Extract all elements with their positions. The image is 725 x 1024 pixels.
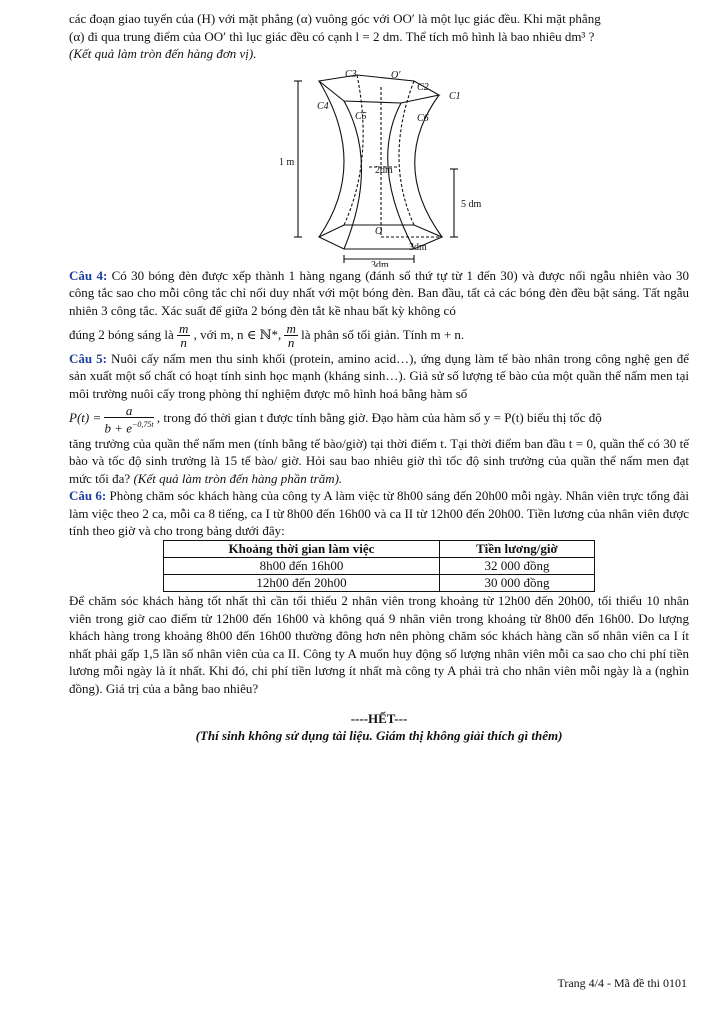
- intro-line-2: (α) đi qua trung điểm của OO′ thì lục giác đều có cạnh l = 2 dm. Thể tích mô hình là bao nhiêu dm³ ?: [69, 28, 595, 44]
- question-6-text-2: Để chăm sóc khách hàng tốt nhất thì cần tối thiểu 2 nhân viên trong khoảng từ 12h00 đến 20h00, tối thiểu 10 nhân viên trong giờ cao điểm từ 12h00 đến 16h00 và không quá 9 nhân viên trong khoảng từ 8h00 đến 16h00. Do lượng khách hàng trong khoảng 8h00 đến 16h00 thường đông hơn nên phòng chăm sóc khách hàng cần số nhân viên ca I ít nhất phải gấp 1,5 lần số nhân viên của ca II. Công ty A muốn huy động số lượng nhân viên mỗi ca sao cho chi phí tiền lương mỗi ngày là ít nhất. Khi đó, chi phí tiền lương ít nhất mà công ty A phải trả cho nhân viên mỗi ngày là a (nghìn đồng). Giá trị của a bằng bao nhiêu?: [69, 593, 689, 697]
- label-c2: C2: [417, 81, 429, 93]
- page-footer: Trang 4/4 - Mã đề thi 0101: [557, 976, 687, 990]
- question-4-text-1: Có 30 bóng đèn được xếp thành 1 hàng ngang (đánh số thứ tự từ 1 đến 30) và được nối ngẫu nhiên vào 30 công tắc sao cho mỗi công tắc chỉ nối duy nhất với một bóng đèn. Ban đầu, tất cả các bóng đèn đều bật sáng. Tất ngẫu nhiên 3 công tắc. Xác suất để giữa 2 bóng đèn tắt kề nhau bất kỳ không có: [69, 267, 689, 318]
- question-6: [69, 487, 689, 540]
- fraction-m-n: $\frac{m}{n}$: [178, 321, 189, 351]
- end-marker: ----HẾT---: [350, 710, 408, 726]
- question-4-text-2: đúng 2 bóng sáng là: [69, 326, 174, 342]
- table-cell: 12h00 đến 20h00: [164, 575, 440, 592]
- question-5-text-2: , trong đó thời gian t được tính bằng giờ. Đạo hàm của hàm số y = P(t) biểu thị tốc độ: [156, 410, 602, 426]
- question-5: [69, 350, 689, 403]
- label-half: 5 dm: [461, 198, 482, 210]
- label-height: 1 m: [279, 156, 295, 168]
- table-cell: 30 000 đồng: [439, 575, 594, 592]
- label-o-top: O′: [391, 69, 401, 81]
- question-5-note: (Kết quả làm tròn đến hàng phần trăm).: [133, 470, 343, 486]
- salary-table: [163, 540, 595, 592]
- question-5-label: Câu 5:: [69, 350, 107, 366]
- question-4: [69, 267, 689, 320]
- label-bottom-right: 3dm: [409, 241, 427, 253]
- label-c4: C4: [317, 100, 329, 112]
- fraction-m-n-2: $\frac{m}{n}$: [286, 321, 296, 351]
- label-mid: 2dm: [375, 164, 393, 176]
- question-5-line-3: [69, 435, 689, 488]
- label-bottom: 3dm: [371, 259, 389, 267]
- table-row: [164, 558, 595, 575]
- intro-note: (Kết quả làm tròn đến hàng đơn vị).: [69, 46, 257, 62]
- table-header-time: Khoảng thời gian làm việc: [164, 541, 440, 558]
- question-4-text-4: là phân số tối giản. Tính m + n.: [301, 326, 465, 342]
- question-6-label: Câu 6:: [69, 488, 107, 504]
- question-5-formula-line: [69, 402, 689, 434]
- formula-left: P(t) =: [69, 410, 102, 426]
- question-4-label: Câu 4:: [69, 267, 108, 283]
- question-5-text-3: tăng trưởng của quần thể nấm men (tính bằng tế bào/giờ) tại thời điểm t. Tại thời điểm ban đầu t = 0, quần thể có 30 tế bào và tốc độ sinh trưởng là 15 tế bào/ giờ. Hỏi sau bao nhiêu giờ thì tốc độ sinh trưởng của quần thể nấm men đạt mức tối đa?: [69, 435, 689, 486]
- question-6-text-1: Phòng chăm sóc khách hàng của công ty A làm việc từ 8h00 sáng đến 20h00 mỗi ngày. Nhân viên trực tổng đài làm việc theo 2 ca, mỗi ca 8 tiếng, ca I từ 8h00 đến 16h00 và ca II từ 12h00 đến 20h00. Tiền lương của nhân viên được tính theo giờ và cho trong bảng dưới đây:: [69, 488, 690, 539]
- formula-fraction: $\frac{a}{b + e^{-0,75t}}$: [104, 403, 154, 436]
- intro-line-1: các đoạn giao tuyến của (H) với mặt phẳng (α) vuông góc với OO′ là một lục giác đều. Khi mặt phẳng: [69, 11, 601, 26]
- table-cell: 8h00 đến 16h00: [164, 558, 440, 575]
- label-c1: C1: [449, 90, 461, 102]
- label-c3: C3: [345, 68, 357, 80]
- table-row: [164, 575, 595, 592]
- exam-page: [69, 10, 689, 745]
- end-note: (Thí sinh không sử dụng tài liệu. Giám thị không giải thích gì thêm): [195, 728, 563, 744]
- question-4-line-2: [69, 320, 689, 350]
- table-cell: 32 000 đồng: [439, 558, 594, 575]
- table-header-wage: Tiền lương/giờ: [439, 541, 594, 558]
- label-o: O: [375, 225, 383, 237]
- question-4-text-3: , với m, n ∈ ℕ*,: [193, 326, 282, 342]
- table-header-row: [164, 541, 595, 558]
- hyperboloid-diagram: [69, 69, 689, 267]
- label-c5: C5: [355, 110, 367, 122]
- hyperboloid-figure: [69, 69, 689, 267]
- question-5-text-1: Nuôi cấy nấm men thu sinh khối (protein, amino acid…), ứng dụng làm tế bào nhân trong công nghệ gen để sản xuất một số chất có hoạt tính sinh học mạnh (kháng sinh…). Giả sử số lượng tế bào của một quần thể nấm men tại môi trường nuôi cấy trong phòng thí nghiệm được mô hình hoá bằng hàm số: [69, 350, 690, 401]
- label-c6: C6: [417, 112, 429, 124]
